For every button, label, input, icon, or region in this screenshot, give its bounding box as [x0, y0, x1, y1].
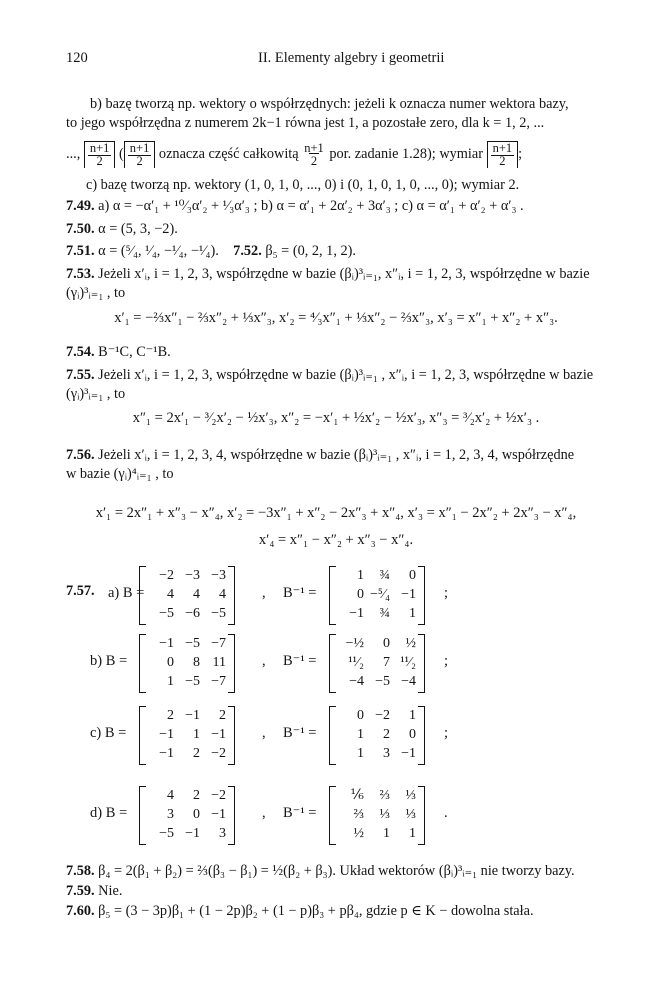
- matrix-Binv-c-cell-2-0: 1: [357, 746, 364, 761]
- answer-7-56-equation-1: x′₁ = 2x″₁ + x″₃ − x″₄, x′₂ = −3x″₁ + x″₂ − 2x″₃ + x″₄, x′₃ = x″₁ − 2x″₂ + 2x″₃ − x″₄,: [95, 505, 577, 521]
- matrix-B-c-cell-0-0: 2: [167, 708, 174, 723]
- matrix-B-c-cell-2-2: −2: [211, 746, 226, 761]
- answer-7-55-line2: (γᵢ)³ᵢ₌₁ , to: [66, 386, 126, 402]
- ceil-expression-3: $\frac{n+1}{2}$: [487, 141, 519, 168]
- matrix-Binv-b-cell-0-2: ½: [405, 636, 416, 651]
- matrix-Binv-c-cell-2-2: −1: [401, 746, 416, 761]
- answer-7-52-label: 7.52.: [233, 243, 262, 259]
- matrix-B-c-cell-0-2: 2: [219, 708, 226, 723]
- matrix-Binv-a: [330, 566, 424, 625]
- matrix-B-c: [140, 706, 234, 765]
- matrix-end-a: ;: [444, 585, 449, 601]
- matrix-B-a: [140, 566, 234, 625]
- answer-7-52-text: β₅ = (0, 2, 1, 2).: [265, 243, 356, 259]
- matrix-inverse-label-a: B⁻¹ =: [283, 585, 317, 601]
- matrix-Binv-c-cell-1-2: 0: [409, 727, 416, 742]
- matrix-label-c: c) B =: [90, 725, 127, 741]
- matrix-B-a-cell-2-0: −5: [159, 606, 174, 621]
- matrix-B-b-cell-0-2: −7: [211, 636, 226, 651]
- answer-7-55-equation: x″₁ = 2x′₁ − ³⁄₂x′₂ − ½x′₃, x″₂ = −x′₁ + ½x′₂ − ½x′₃, x″₃ = ³⁄₂x′₂ + ½x′₃ .: [132, 410, 540, 426]
- matrix-B-d-cell-1-0: 3: [167, 807, 174, 822]
- matrix-B-c-cell-1-2: −1: [211, 727, 226, 742]
- matrix-B-a-cell-1-1: 4: [193, 587, 200, 602]
- answer-7-54: 7.54. B⁻¹C, C⁻¹B.: [66, 344, 171, 360]
- matrix-Binv-a-cell-1-0: 0: [357, 587, 364, 602]
- matrix-separator-b: ,: [262, 653, 266, 669]
- matrix-B-d-cell-2-0: −5: [159, 826, 174, 841]
- matrix-Binv-d-cell-0-2: ⅓: [405, 788, 416, 803]
- matrix-B-c-cell-1-0: −1: [159, 727, 174, 742]
- answer-c-line: c) bazę tworzą np. wektory (1, 0, 1, 0, ..., 0) i (0, 1, 0, 1, 0, ..., 0); wymiar 2.: [86, 177, 520, 193]
- ceil-reference: por. zadanie 1.28); wymiar: [329, 146, 483, 162]
- matrix-Binv-c-cell-0-1: −2: [375, 708, 390, 723]
- matrix-B-d-cell-0-2: −2: [211, 788, 226, 803]
- matrix-B-d-cell-1-1: 0: [193, 807, 200, 822]
- answer-7-57-label: 7.57.: [66, 583, 95, 599]
- matrix-Binv-a-cell-2-1: ¾: [379, 606, 390, 621]
- matrix-B-d-cell-2-1: −1: [185, 826, 200, 841]
- matrix-B-a-cell-0-0: −2: [159, 568, 174, 583]
- answer-7-49: 7.49. a) α = −α′₁ + ¹⁰⁄₃α′₂ + ¹⁄₃α′₃ ; b) α = α′₁ + 2α′₂ + 3α′₃ ; c) α = α′₁ + α′₂ + α′₃ .: [66, 198, 524, 214]
- matrix-Binv-c-cell-0-0: 0: [357, 708, 364, 723]
- matrix-end-d: .: [444, 805, 448, 821]
- matrix-B-d-cell-0-1: 2: [193, 788, 200, 803]
- answer-b-line2: to jego współrzędna z numerem 2k−1 równa jest 1, a pozostałe zero, dla k = 1, 2, ...: [66, 115, 545, 131]
- matrix-Binv-d: [330, 786, 424, 845]
- matrix-B-b-cell-0-1: −5: [185, 636, 200, 651]
- matrix-B-b-cell-1-2: 11: [212, 655, 226, 670]
- matrix-Binv-a-cell-1-2: −1: [401, 587, 416, 602]
- matrix-Binv-d-cell-1-0: ⅔: [353, 807, 364, 822]
- matrix-Binv-c-cell-2-1: 3: [383, 746, 390, 761]
- matrix-Binv-b-cell-2-0: −4: [349, 674, 364, 689]
- answer-b-line1: b) bazę tworzą np. wektory o współrzędnych: jeżeli k oznacza numer wektora bazy,: [90, 96, 569, 112]
- matrix-B-c-cell-0-1: −1: [185, 708, 200, 723]
- matrix-Binv-a-cell-1-1: −⁵⁄₄: [370, 587, 390, 602]
- matrix-Binv-d-cell-2-2: 1: [409, 826, 416, 841]
- matrix-Binv-b-cell-1-2: ¹¹⁄₂: [400, 655, 416, 670]
- running-title: II. Elementy algebry i geometrii: [258, 50, 445, 66]
- matrix-Binv-d-cell-2-0: ½: [353, 826, 364, 841]
- matrix-Binv-c-cell-0-2: 1: [409, 708, 416, 723]
- matrix-separator-a: ,: [262, 585, 266, 601]
- matrix-B-c-cell-2-1: 2: [193, 746, 200, 761]
- answer-7-53-line1: 7.53. Jeżeli x′ᵢ, i = 1, 2, 3, współrzędne w bazie (βᵢ)³ᵢ₌₁, x″ᵢ, i = 1, 2, 3, współrzędne w bazie: [66, 266, 590, 282]
- answer-7-53-equation: x′₁ = −⅔x″₁ − ⅔x″₂ + ⅓x″₃, x′₂ = ⁴⁄₃x″₁ + ⅓x″₂ − ⅔x″₃, x′₃ = x″₁ + x″₂ + x″₃.: [114, 310, 558, 326]
- matrix-label-a: a) B =: [108, 585, 145, 601]
- matrix-B-a-cell-0-2: −3: [211, 568, 226, 583]
- matrix-Binv-a-cell-2-2: 1: [409, 606, 416, 621]
- matrix-B-b-cell-0-0: −1: [159, 636, 174, 651]
- matrix-Binv-a-cell-0-1: ¾: [379, 568, 390, 583]
- matrix-B-c-cell-2-0: −1: [159, 746, 174, 761]
- answer-7-51: 7.51. α = (⁵⁄₄, ¹⁄₄, −¹⁄₄, −¹⁄₄). 7.52. β₅ = (0, 2, 1, 2).: [66, 243, 356, 259]
- matrix-Binv-d-cell-1-1: ⅓: [379, 807, 390, 822]
- answer-7-60: 7.60. β₅ = (3 − 3p)β₁ + (1 − 2p)β₂ + (1 − p)β₃ + pβ₄, gdzie p ∈ K − dowolna stała.: [66, 903, 534, 919]
- matrix-B-a-cell-1-0: 4: [167, 587, 174, 602]
- ceil-explanation: oznacza część całkowitą: [158, 146, 299, 162]
- answer-7-53-line2: (γᵢ)³ᵢ₌₁ , to: [66, 285, 126, 301]
- page-number: 120: [66, 50, 88, 66]
- matrix-Binv-c-cell-1-0: 1: [357, 727, 364, 742]
- answer-7-56-equation-2: x′₄ = x″₁ − x″₂ + x″₃ − x″₄.: [258, 532, 414, 548]
- matrix-Binv-c-cell-1-1: 2: [383, 727, 390, 742]
- matrix-Binv-b-cell-1-0: ¹¹⁄₂: [348, 655, 364, 670]
- matrix-B-a-cell-2-1: −6: [185, 606, 200, 621]
- matrix-B-a-cell-0-1: −3: [185, 568, 200, 583]
- matrix-B-a-cell-2-2: −5: [211, 606, 226, 621]
- answer-7-55-line1: 7.55. Jeżeli x′ᵢ, i = 1, 2, 3, współrzędne w bazie (βᵢ)³ᵢ₌₁ , x″ᵢ, i = 1, 2, 3, współrzędne w bazie: [66, 367, 594, 383]
- matrix-Binv-d-cell-0-0: ⅙: [350, 788, 364, 803]
- answer-7-59: 7.59. Nie.: [66, 883, 123, 899]
- matrix-B-c-cell-1-1: 1: [193, 727, 200, 742]
- matrix-B-b-cell-2-0: 1: [167, 674, 174, 689]
- answer-b-line3: ..., $\frac{n+1}{2}$ ( $\frac{n+1}{2}$ oznacza część całkowitą $\frac{n+1}{2}$ por. zadanie 1.28); wymiar $\frac{n+1}{2}$ ;: [66, 140, 523, 169]
- fraction-n-plus-1-over-2: $\frac{n+1}{2}$: [304, 140, 324, 168]
- matrix-Binv-d-cell-2-1: 1: [383, 826, 390, 841]
- matrix-B-b: [140, 634, 234, 693]
- matrix-Binv-b-cell-0-1: 0: [383, 636, 390, 651]
- matrix-Binv-c: [330, 706, 424, 765]
- matrix-separator-d: ,: [262, 805, 266, 821]
- answer-7-58: 7.58. β₄ = 2(β₁ + β₂) = ⅔(β₃ − β₁) = ½(β₂ + β₃). Układ wektorów (βᵢ)³ᵢ₌₁ nie tworzy bazy.: [66, 863, 575, 879]
- matrix-Binv-b: [330, 634, 424, 693]
- matrix-B-b-cell-2-1: −5: [185, 674, 200, 689]
- matrix-B-d: [140, 786, 234, 845]
- matrix-Binv-b-cell-2-2: −4: [401, 674, 416, 689]
- matrix-label-b: b) B =: [90, 653, 128, 669]
- ceil-expression-1: $\frac{n+1}{2}$: [84, 141, 116, 168]
- matrix-inverse-label-d: B⁻¹ =: [283, 805, 317, 821]
- matrix-label-d: d) B =: [90, 805, 128, 821]
- matrix-separator-c: ,: [262, 725, 266, 741]
- matrix-Binv-a-cell-2-0: −1: [349, 606, 364, 621]
- matrix-B-d-cell-2-2: 3: [219, 826, 226, 841]
- matrix-B-b-cell-2-2: −7: [211, 674, 226, 689]
- matrix-Binv-d-cell-1-2: ⅓: [405, 807, 416, 822]
- matrix-Binv-a-cell-0-0: 1: [357, 568, 364, 583]
- matrix-Binv-a-cell-0-2: 0: [409, 568, 416, 583]
- matrix-Binv-b-cell-2-1: −5: [375, 674, 390, 689]
- matrix-inverse-label-c: B⁻¹ =: [283, 725, 317, 741]
- matrix-B-a-cell-1-2: 4: [219, 587, 226, 602]
- matrix-B-b-cell-1-1: 8: [193, 655, 200, 670]
- matrix-inverse-label-b: B⁻¹ =: [283, 653, 317, 669]
- matrix-Binv-b-cell-0-0: −½: [345, 636, 364, 651]
- matrix-B-b-cell-1-0: 0: [167, 655, 174, 670]
- ellipsis-text: ...,: [66, 146, 81, 162]
- matrix-B-d-cell-1-2: −1: [211, 807, 226, 822]
- answer-7-56-line2: w bazie (γᵢ)⁴ᵢ₌₁ , to: [66, 466, 174, 482]
- matrix-B-d-cell-0-0: 4: [167, 788, 174, 803]
- matrix-end-b: ;: [444, 653, 449, 669]
- ceil-expression-2: $\frac{n+1}{2}$: [124, 141, 156, 168]
- matrix-Binv-b-cell-1-1: 7: [383, 655, 390, 670]
- matrix-end-c: ;: [444, 725, 449, 741]
- answer-7-50: 7.50. α = (5, 3, −2).: [66, 221, 178, 237]
- answer-7-56-line1: 7.56. Jeżeli x′ᵢ, i = 1, 2, 3, 4, współrzędne w bazie (βᵢ)³ᵢ₌₁ , x″ᵢ, i = 1, 2, 3, 4, współrzędne: [66, 447, 575, 463]
- matrix-Binv-d-cell-0-1: ⅔: [379, 788, 390, 803]
